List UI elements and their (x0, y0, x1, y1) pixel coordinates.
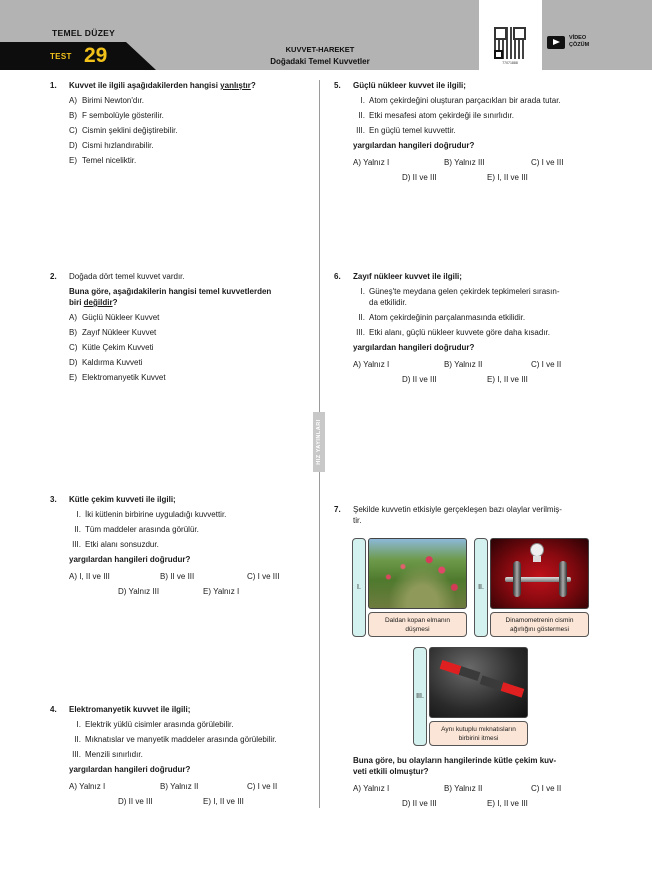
question-number: 3. (50, 495, 57, 504)
option-d[interactable]: D) Kaldırma Kuvveti (69, 358, 143, 367)
video-label-line1: VİDEO (569, 35, 587, 41)
statement-3: III. En güçlü temel kuvvettir. (356, 126, 456, 135)
answer-b[interactable]: B) Yalnız II (160, 782, 199, 791)
question-ask: yargılardan hangileri doğrudur? (69, 555, 191, 564)
answer-a[interactable]: A) Yalnız I (353, 784, 390, 793)
answer-c[interactable]: C) I ve II (247, 782, 278, 791)
dynamometer-image (490, 538, 589, 609)
question-stem: Zayıf nükleer kuvvet ile ilgili; (353, 272, 462, 281)
question-stem: Kuvvet ile ilgili aşağıdakilerden hangisi yanlıştır? (69, 81, 256, 90)
answer-d[interactable]: D) II ve III (118, 797, 153, 806)
option-e[interactable]: E) Temel niceliktir. (69, 156, 137, 165)
answer-c[interactable]: C) I ve III (531, 158, 564, 167)
question-number: 2. (50, 272, 57, 281)
qr-code-text: 77071888 (502, 61, 518, 65)
answer-c[interactable]: C) I ve III (247, 572, 280, 581)
statement-1: I. Elektrik yüklü cisimler arasında görülebilir. (76, 720, 234, 729)
question-ask: yargılardan hangileri doğrudur? (353, 141, 475, 150)
dynamometer-dial-icon (530, 543, 544, 557)
figure-3-label: III. (413, 647, 427, 746)
figure-2-label: II. (474, 538, 488, 637)
answer-choices (69, 781, 309, 811)
magnets-image (429, 647, 528, 718)
question-intro-line1: Şekilde kuvvetin etkisiyle gerçekleşen bazı olaylar verilmiş- (353, 505, 562, 514)
option-e[interactable]: E) Elektromanyetik Kuvvet (69, 373, 166, 382)
answer-choices (353, 359, 623, 389)
option-c[interactable]: C) Kütle Çekim Kuvveti (69, 343, 154, 352)
answer-choices (353, 157, 623, 187)
question-intro-line2: tir. (353, 516, 362, 525)
answer-a[interactable]: A) Yalnız I (353, 360, 390, 369)
figure-1-caption: Daldan kopan elmanın düşmesi (368, 612, 467, 637)
answer-b[interactable]: B) Yalnız II (444, 784, 483, 793)
video-label-line2: ÇÖZÜM (569, 41, 590, 48)
question-number: 6. (334, 272, 341, 281)
statement-2: II. Atom çekirdeğinin parçalanmasında etkilidir. (358, 313, 526, 322)
question-number: 1. (50, 81, 57, 90)
option-c[interactable]: C) Cismin şeklini değiştirebilir. (69, 126, 178, 135)
statement-3: III. Etki alanı sonsuzdur. (72, 540, 159, 549)
question-stem: Güçlü nükleer kuvvet ile ilgili; (353, 81, 466, 90)
statement-1: I. Güneş'te meydana gelen çekirdek tepkimeleri sırasın- da etkilidir. (360, 287, 560, 307)
statement-1: I. Atom çekirdeğini oluşturan parçacıkları bir arada tutar. (360, 96, 561, 105)
answer-d[interactable]: D) II ve III (402, 375, 437, 384)
answer-d[interactable]: D) II ve III (402, 799, 437, 808)
answer-e[interactable]: E) Yalnız I (203, 587, 240, 596)
question-ask: yargılardan hangileri doğrudur? (69, 765, 191, 774)
test-label: TEST (50, 52, 72, 61)
video-solution-label[interactable] (569, 35, 589, 48)
statement-2: II. Mıknatıslar ve manyetik maddeler arasında görülebilir. (74, 735, 277, 744)
answer-d[interactable]: D) Yalnız III (118, 587, 160, 596)
question-ask: yargılardan hangileri doğrudur? (353, 343, 475, 352)
answer-a[interactable]: A) Yalnız I (353, 158, 390, 167)
figure-2-caption: Dinamometrenin cismin ağırlığını göstermesi (490, 612, 589, 637)
answer-c[interactable]: C) I ve II (531, 784, 562, 793)
statement-3: III. Etki alanı, güçlü nükleer kuvvete göre daha kısadır. (356, 328, 550, 337)
answer-e[interactable]: E) I, II ve III (203, 797, 244, 806)
statement-1: I. İki kütlenin birbirine uyguladığı kuvvettir. (76, 510, 227, 519)
subject-title: KUVVET-HAREKET (285, 45, 355, 54)
answer-b[interactable]: B) Yalnız II (444, 360, 483, 369)
answer-choices (69, 571, 309, 601)
question-stem: Kütle çekim kuvveti ile ilgili; (69, 495, 176, 504)
question-number: 5. (334, 81, 341, 90)
option-b[interactable]: B) F sembolüyle gösterilir. (69, 111, 164, 120)
question-number: 7. (334, 505, 341, 514)
option-b[interactable]: B) Zayıf Nükleer Kuvvet (69, 328, 157, 337)
answer-d[interactable]: D) II ve III (402, 173, 437, 182)
answer-e[interactable]: E) I, II ve III (487, 375, 528, 384)
figure-1-label: I. (352, 538, 366, 637)
question-intro: Doğada dört temel kuvvet vardır. (69, 272, 185, 281)
question-number: 4. (50, 705, 57, 714)
option-a[interactable]: A) Güçlü Nükleer Kuvvet (69, 313, 160, 322)
publisher-mark: HIZ YAYINLARI (313, 412, 325, 472)
answer-e[interactable]: E) I, II ve III (487, 799, 528, 808)
answer-a[interactable]: A) Yalnız I (69, 782, 106, 791)
question-stem: Elektromanyetik kuvvet ile ilgili; (69, 705, 191, 714)
statement-2: II. Tüm maddeler arasında görülür. (74, 525, 199, 534)
topic-title: Doğadaki Temel Kuvvetler (270, 57, 370, 66)
option-d[interactable]: D) Cismi hızlandırabilir. (69, 141, 154, 150)
answer-b[interactable]: B) Yalnız III (444, 158, 485, 167)
statement-3: III. Menzili sınırlıdır. (72, 750, 143, 759)
qr-finder-icon (494, 50, 503, 59)
figure-3-caption: Aynı kutuplu mıknatısların birbirini itmesi (429, 721, 528, 746)
answer-c[interactable]: C) I ve II (531, 360, 562, 369)
answer-b[interactable]: B) II ve III (160, 572, 195, 581)
statement-2: II. Etki mesafesi atom çekirdeği ile sınırlıdır. (358, 111, 514, 120)
question-stem: Buna göre, bu olayların hangilerinde kütle çekim kuv- veti etkili olmuştur? (353, 756, 557, 776)
video-play-icon[interactable] (547, 36, 565, 49)
magnet-icon (440, 660, 481, 681)
difficulty-level: TEMEL DÜZEY (52, 28, 116, 38)
answer-e[interactable]: E) I, II ve III (487, 173, 528, 182)
test-number: 29 (84, 44, 108, 67)
apple-orchard-image (368, 538, 467, 609)
question-stem: Buna göre, aşağıdakilerin hangisi temel kuvvetlerden biri değildir? (69, 287, 272, 307)
answer-choices (353, 783, 623, 813)
answer-a[interactable]: A) I, II ve III (69, 572, 110, 581)
magnet-icon (480, 675, 525, 697)
option-a[interactable]: A) Birimi Newton'dır. (69, 96, 144, 105)
